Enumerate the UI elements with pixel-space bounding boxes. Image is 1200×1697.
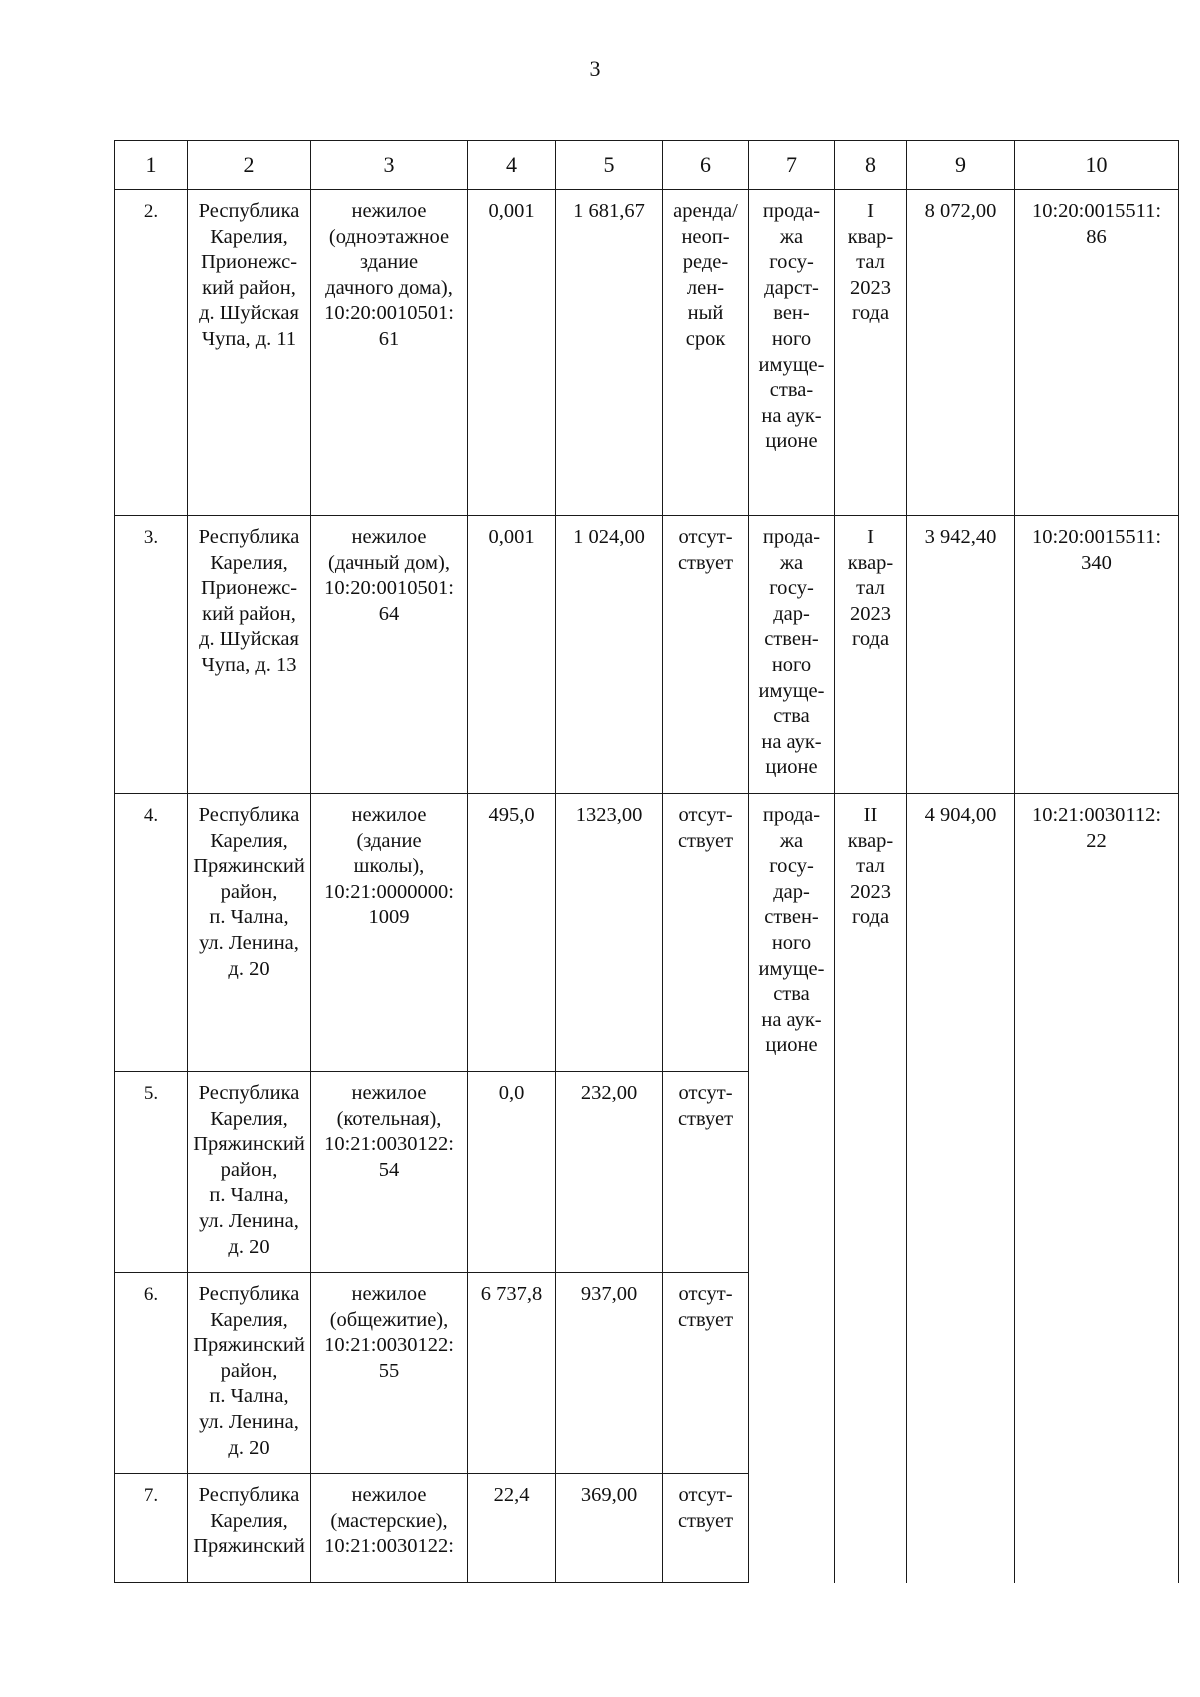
col9-cell: 4 904,00 — [907, 794, 1015, 1583]
encumbrance-cell: отсут- ствует — [663, 1474, 749, 1583]
row-number: 2. — [115, 190, 188, 516]
address-cell: Республика Карелия, Прионежс- кий район, д. Шуйская Чупа, д. 13 — [188, 516, 311, 794]
header-cell: 7 — [749, 141, 835, 190]
address-cell: Республика Карелия, Пряжинский — [188, 1474, 311, 1583]
header-cell: 8 — [835, 141, 907, 190]
header-cell: 9 — [907, 141, 1015, 190]
header-cell: 1 — [115, 141, 188, 190]
row-number: 6. — [115, 1273, 188, 1474]
col10-cell: 10:20:0015511: 340 — [1015, 516, 1179, 794]
col9-cell: 3 942,40 — [907, 516, 1015, 794]
object-cell: нежилое (дачный дом), 10:20:0010501: 64 — [311, 516, 468, 794]
header-cell: 2 — [188, 141, 311, 190]
address-cell: Республика Карелия, Прионежс- кий район, д. Шуйская Чупа, д. 11 — [188, 190, 311, 516]
header-cell: 3 — [311, 141, 468, 190]
col10-cell: 10:21:0030112: 22 — [1015, 794, 1179, 1583]
object-cell: нежилое (общежитие), 10:21:0030122: 55 — [311, 1273, 468, 1474]
object-cell: нежилое (здание школы), 10:21:0000000: 1009 — [311, 794, 468, 1072]
header-cell: 6 — [663, 141, 749, 190]
col5-cell: 1 024,00 — [556, 516, 663, 794]
col4-cell: 22,4 — [468, 1474, 556, 1583]
object-cell: нежилое (одноэтажное здание дачного дома), 10:20:0010501: 61 — [311, 190, 468, 516]
encumbrance-cell: отсут- ствует — [663, 1273, 749, 1474]
col10-cell: 10:20:0015511: 86 — [1015, 190, 1179, 516]
method-cell: прода- жа госу- дар- ствен- ного имуще- ства на аук- ционе — [749, 516, 835, 794]
col5-cell: 1 681,67 — [556, 190, 663, 516]
table-row — [115, 190, 1179, 516]
encumbrance-cell: отсут- ствует — [663, 1072, 749, 1273]
col4-cell: 495,0 — [468, 794, 556, 1072]
row-number: 5. — [115, 1072, 188, 1273]
encumbrance-cell: аренда/ неоп- реде- лен- ный срок — [663, 190, 749, 516]
encumbrance-cell: отсут- ствует — [663, 794, 749, 1072]
period-cell: I квар- тал 2023 года — [835, 190, 907, 516]
encumbrance-cell: отсут- ствует — [663, 516, 749, 794]
address-cell: Республика Карелия, Пряжинский район, п. Чална, ул. Ленина, д. 20 — [188, 1072, 311, 1273]
table-row — [115, 516, 1179, 794]
row-number: 4. — [115, 794, 188, 1072]
col4-cell: 0,0 — [468, 1072, 556, 1273]
header-cell: 5 — [556, 141, 663, 190]
row-number: 3. — [115, 516, 188, 794]
col4-cell: 0,001 — [468, 190, 556, 516]
object-cell: нежилое (мастерские), 10:21:0030122: — [311, 1474, 468, 1583]
header-cell: 10 — [1015, 141, 1179, 190]
col4-cell: 6 737,8 — [468, 1273, 556, 1474]
object-cell: нежилое (котельная), 10:21:0030122: 54 — [311, 1072, 468, 1273]
header-cell: 4 — [468, 141, 556, 190]
row-number: 7. — [115, 1474, 188, 1583]
col5-cell: 369,00 — [556, 1474, 663, 1583]
table-header-row — [115, 141, 1179, 190]
col5-cell: 1323,00 — [556, 794, 663, 1072]
period-cell: II квар- тал 2023 года — [835, 794, 907, 1583]
address-cell: Республика Карелия, Пряжинский район, п. Чална, ул. Ленина, д. 20 — [188, 794, 311, 1072]
method-cell: прода- жа госу- дарст- вен- ного имуще- ства- на аук- ционе — [749, 190, 835, 516]
col5-cell: 232,00 — [556, 1072, 663, 1273]
method-cell: прода- жа госу- дар- ствен- ного имуще- ства на аук- ционе — [749, 794, 835, 1583]
property-table — [114, 140, 1179, 1583]
col5-cell: 937,00 — [556, 1273, 663, 1474]
period-cell: I квар- тал 2023 года — [835, 516, 907, 794]
table-row — [115, 794, 1179, 1072]
address-cell: Республика Карелия, Пряжинский район, п. Чална, ул. Ленина, д. 20 — [188, 1273, 311, 1474]
col9-cell: 8 072,00 — [907, 190, 1015, 516]
col4-cell: 0,001 — [468, 516, 556, 794]
page-number: 3 — [589, 56, 601, 81]
